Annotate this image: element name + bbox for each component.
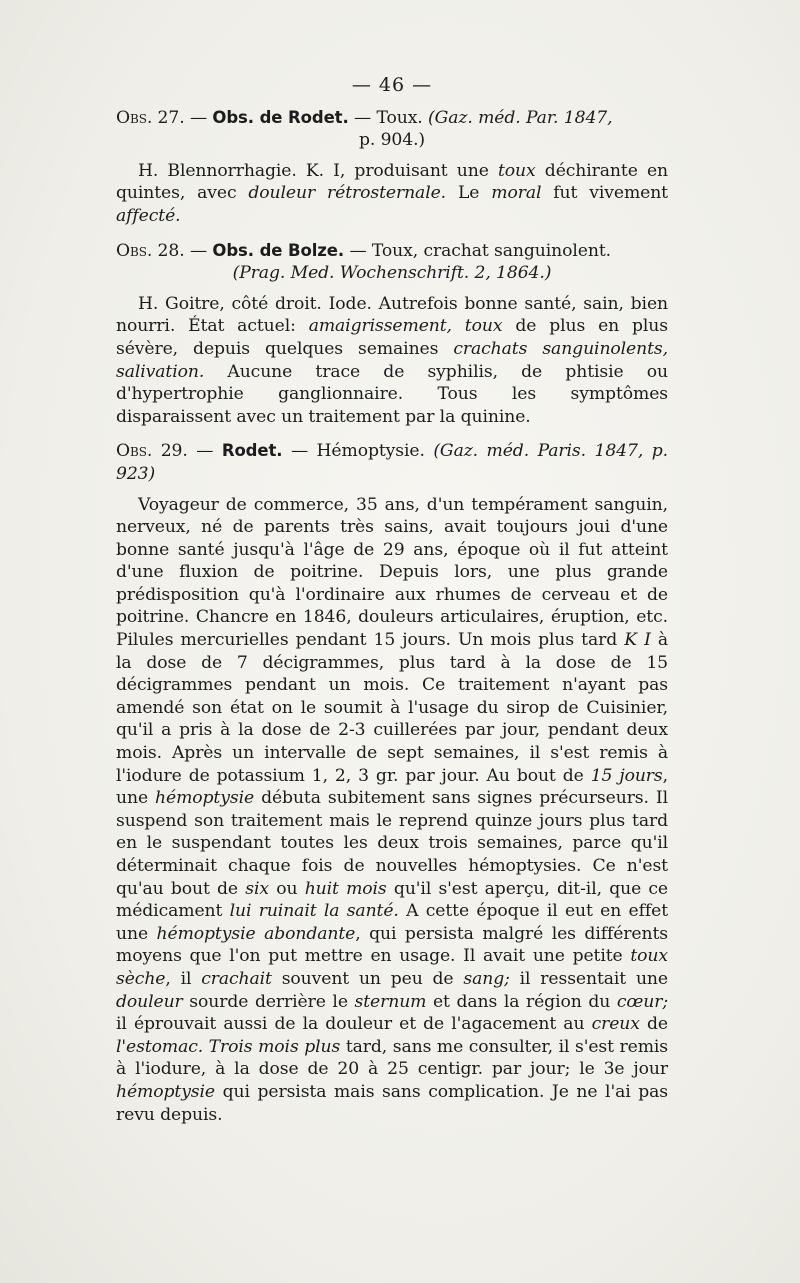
italic-text: hémoptysie	[116, 1081, 215, 1102]
italic-text: moral	[491, 183, 542, 204]
observation-29	[116, 440, 668, 1126]
page-text-block	[116, 74, 668, 1138]
body-text: , une	[116, 765, 668, 809]
body-text: fut vivement	[541, 183, 668, 204]
observation-ref: p. 904.)	[358, 130, 426, 151]
italic-text: amaigrissement, toux	[308, 316, 503, 337]
italic-text: crachats sanguinolents, salivation.	[116, 338, 668, 382]
body-text: ou	[268, 878, 305, 899]
italic-text: hémoptysie	[155, 788, 255, 809]
body-text: il éprouvait aussi de la douleur et de l'agacement au	[116, 1014, 592, 1035]
observation-symptom: — Hémoptysie.	[282, 441, 434, 462]
italic-text: creux	[591, 1014, 640, 1035]
observation-28	[116, 240, 668, 429]
body-text: qu'il s'est aperçu, dit-il, que ce médicament	[116, 878, 668, 922]
body-text: déchirante en quintes, avec	[116, 160, 668, 204]
observation-body	[116, 494, 668, 1127]
italic-text: sang;	[463, 968, 510, 989]
italic-text: douleur rétrosternale.	[248, 183, 447, 204]
observation-heading	[116, 107, 668, 152]
body-text: H. Goitre, côté droit. Iode. Autrefois bonne santé, sain, bien nourri. État actuel:	[116, 293, 668, 337]
body-text: H. Blennorrhagie. K. I, produisant une	[138, 160, 498, 181]
observation-heading	[116, 440, 668, 485]
observation-author: Rodet.	[221, 441, 283, 461]
observation-author: Obs. de Rodet.	[212, 107, 349, 127]
observation-label: Obs. 28. —	[116, 240, 208, 261]
body-text: débuta subitement sans signes précurseurs. Il suspend son traitement mais le reprend quinze jours plus tard en le suspendant toutes les deux trois semaines, parce qu'il déterminait chaque fois de nouvelles hémoptysies. Ce n'est qu'au bout de	[116, 788, 669, 899]
italic-text: toux sèche	[116, 946, 668, 989]
body-text: Voyageur de commerce, 35 ans, d'un tempérament sanguin, nerveux, né de parents très sains, avait toujours joui d'une bonne santé jusqu'à l'âge de 29 ans, époque où il fut atteint d'une fluxion de poitrine. Depuis lors, une plus grande prédisposition qu'à l'ordinaire aux rhumes de cerveau et de poitrine. Chancre en 1846, douleurs articulaires, éruption, etc. Pilules mercurielles pendant 15 jours. Un mois plus tard	[116, 494, 668, 651]
page-number: — 46 —	[351, 74, 433, 96]
body-text: et dans la région du	[426, 991, 617, 1012]
observation-27	[116, 107, 668, 228]
body-text: Aucune trace de syphilis, de phtisie ou d'hypertrophie ganglionnaire. Tous les symptômes disparaissent avec un traitement par la quinine.	[116, 361, 668, 427]
italic-text: douleur	[116, 991, 183, 1012]
body-text: à la dose de 7 décigrammes, plus tard à la dose de 15 décigrammes pendant un mois. Ce traitement n'ayant pas amendé son état on le soumit à l'usage du sirop de Cuisinier, qu'il a pris à la dose de 2-3 cuillerées par jour, pendant deux mois. Après un intervalle de sept semaines, il s'est remis à l'iodure de potassium 1, 2, 3 gr. par jour. Au bout de	[116, 630, 669, 786]
italic-text: K I	[624, 630, 651, 651]
italic-text: crachait	[201, 968, 272, 989]
body-text: tard, sans me consulter, il s'est remis à l'iodure, à la dose de 20 à 25 centigr. par jour; le 3e jour	[116, 1036, 669, 1080]
observation-source: (Gaz. méd. Par. 1847,	[428, 107, 613, 128]
italic-text: hémoptysie abondante	[156, 923, 356, 944]
italic-text: sternum	[354, 991, 427, 1012]
observation-heading	[116, 240, 668, 285]
italic-text: 15 jours	[590, 765, 663, 786]
observation-author: Obs. de Bolze.	[212, 240, 345, 260]
body-text: , il	[165, 968, 202, 989]
body-text: A cette époque il eut en effet une	[116, 901, 668, 944]
observation-symptom: — Toux.	[348, 107, 429, 128]
body-text: il ressentait une	[509, 968, 668, 989]
observation-label: Obs. 29. —	[116, 441, 214, 462]
body-text: , qui persista malgré les différents moyens que l'on put mettre en usage. Il avait une petite	[116, 923, 668, 967]
observation-ref: (Prag. Med. Wochenschrift. 2, 1864.)	[232, 263, 552, 284]
italic-text: six	[245, 878, 269, 899]
body-text: de plus en plus sévère, depuis quelques semaines	[116, 316, 669, 359]
observation-symptom: — Toux, crachat sanguinolent.	[344, 240, 611, 261]
italic-text: cœur;	[616, 991, 669, 1012]
italic-text: affecté.	[116, 205, 181, 226]
observation-body	[116, 293, 668, 429]
italic-text: huit mois	[304, 878, 387, 899]
body-text: sourde derrière le	[182, 991, 355, 1012]
italic-text: lui ruinait la santé.	[229, 901, 399, 922]
observation-source: (Gaz. méd. Paris. 1847, p. 923)	[116, 441, 668, 484]
observation-body	[116, 160, 668, 228]
italic-text: toux	[497, 160, 536, 181]
body-text: Le	[446, 183, 492, 204]
body-text: qui persista mais sans complication. Je ne l'ai pas revu depuis.	[116, 1081, 668, 1125]
body-text: de	[639, 1014, 668, 1035]
italic-text: l'estomac. Trois mois plus	[116, 1036, 341, 1057]
body-text: souvent un peu de	[271, 968, 464, 989]
observation-label: Obs. 27. —	[116, 107, 208, 128]
